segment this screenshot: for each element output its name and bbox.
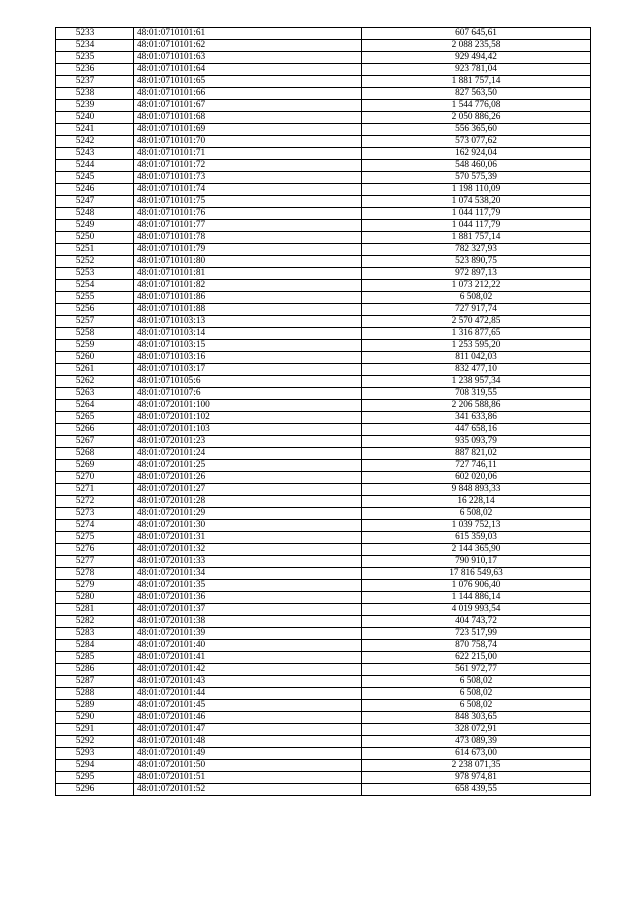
cadastral-value: 870 758,74 [362, 640, 591, 652]
table-row [56, 700, 591, 712]
cadastral-number: 48:01:0720101:41 [134, 652, 362, 664]
cadastral-value: 1 238 957,34 [362, 376, 591, 388]
cadastral-value: 607 645,61 [362, 28, 591, 40]
cadastral-number: 48:01:0710101:74 [134, 184, 362, 196]
row-number: 5273 [56, 508, 134, 520]
cadastral-value: 570 575,39 [362, 172, 591, 184]
row-number: 5295 [56, 772, 134, 784]
cadastral-value: 615 359,03 [362, 532, 591, 544]
row-number: 5286 [56, 664, 134, 676]
row-number: 5266 [56, 424, 134, 436]
cadastral-number: 48:01:0710101:62 [134, 40, 362, 52]
cadastral-value: 4 019 993,54 [362, 604, 591, 616]
row-number: 5287 [56, 676, 134, 688]
cadastral-value: 887 821,02 [362, 448, 591, 460]
row-number: 5253 [56, 268, 134, 280]
cadastral-number: 48:01:0720101:27 [134, 484, 362, 496]
row-number: 5246 [56, 184, 134, 196]
cadastral-value: 723 517,99 [362, 628, 591, 640]
table-row [56, 112, 591, 124]
cadastral-value: 727 917,74 [362, 304, 591, 316]
cadastral-number: 48:01:0720101:25 [134, 460, 362, 472]
cadastral-number: 48:01:0710103:14 [134, 328, 362, 340]
table-row [56, 712, 591, 724]
row-number: 5271 [56, 484, 134, 496]
row-number: 5283 [56, 628, 134, 640]
cadastral-number: 48:01:0710101:76 [134, 208, 362, 220]
table-row [56, 256, 591, 268]
table-row [56, 436, 591, 448]
row-number: 5259 [56, 340, 134, 352]
cadastral-value: 2 088 235,58 [362, 40, 591, 52]
table-row [56, 268, 591, 280]
row-number: 5235 [56, 52, 134, 64]
cadastral-value: 602 020,06 [362, 472, 591, 484]
table-row [56, 220, 591, 232]
cadastral-number: 48:01:0720101:48 [134, 736, 362, 748]
cadastral-value: 1 044 117,79 [362, 220, 591, 232]
cadastral-number: 48:01:0710101:78 [134, 232, 362, 244]
row-number: 5276 [56, 544, 134, 556]
table-row [56, 460, 591, 472]
row-number: 5260 [56, 352, 134, 364]
cadastral-value: 2 238 071,35 [362, 760, 591, 772]
cadastral-value: 972 897,13 [362, 268, 591, 280]
cadastral-value: 811 042,03 [362, 352, 591, 364]
cadastral-value: 17 816 549,63 [362, 568, 591, 580]
cadastral-value: 548 460,06 [362, 160, 591, 172]
cadastral-value: 1 544 776,08 [362, 100, 591, 112]
cadastral-number: 48:01:0720101:103 [134, 424, 362, 436]
cadastral-value: 16 228,14 [362, 496, 591, 508]
table-row [56, 388, 591, 400]
row-number: 5248 [56, 208, 134, 220]
cadastral-value: 923 781,04 [362, 64, 591, 76]
table-row [56, 136, 591, 148]
table-row [56, 148, 591, 160]
table-row [56, 652, 591, 664]
cadastral-value: 790 910,17 [362, 556, 591, 568]
row-number: 5274 [56, 520, 134, 532]
table-row [56, 784, 591, 796]
cadastral-value: 1 073 212,22 [362, 280, 591, 292]
cadastral-value: 404 743,72 [362, 616, 591, 628]
cadastral-value: 614 673,00 [362, 748, 591, 760]
cadastral-number: 48:01:0720101:42 [134, 664, 362, 676]
table-row [56, 520, 591, 532]
cadastral-number: 48:01:0720101:36 [134, 592, 362, 604]
cadastral-value: 848 303,65 [362, 712, 591, 724]
cadastral-value: 1 144 886,14 [362, 592, 591, 604]
table-row [56, 724, 591, 736]
cadastral-value: 708 319,55 [362, 388, 591, 400]
cadastral-number: 48:01:0720101:45 [134, 700, 362, 712]
row-number: 5288 [56, 688, 134, 700]
cadastral-value: 6 508,02 [362, 700, 591, 712]
row-number: 5282 [56, 616, 134, 628]
cadastral-number: 48:01:0710103:13 [134, 316, 362, 328]
cadastral-value: 473 089,39 [362, 736, 591, 748]
cadastral-value: 832 477,10 [362, 364, 591, 376]
cadastral-number: 48:01:0710101:75 [134, 196, 362, 208]
row-number: 5250 [56, 232, 134, 244]
cadastral-number: 48:01:0710103:16 [134, 352, 362, 364]
cadastral-value: 1 044 117,79 [362, 208, 591, 220]
cadastral-number: 48:01:0710101:68 [134, 112, 362, 124]
row-number: 5240 [56, 112, 134, 124]
cadastral-number: 48:01:0720101:39 [134, 628, 362, 640]
cadastral-value: 622 215,00 [362, 652, 591, 664]
cadastral-value: 1 316 877,65 [362, 328, 591, 340]
cadastral-number: 48:01:0710101:80 [134, 256, 362, 268]
cadastral-value: 727 746,11 [362, 460, 591, 472]
cadastral-number: 48:01:0720101:50 [134, 760, 362, 772]
row-number: 5284 [56, 640, 134, 652]
table-row [56, 208, 591, 220]
cadastral-number: 48:01:0720101:51 [134, 772, 362, 784]
row-number: 5247 [56, 196, 134, 208]
table-row [56, 736, 591, 748]
table-row [56, 292, 591, 304]
row-number: 5264 [56, 400, 134, 412]
table-row [56, 664, 591, 676]
cadastral-number: 48:01:0710103:17 [134, 364, 362, 376]
cadastral-number: 48:01:0720101:102 [134, 412, 362, 424]
cadastral-value: 929 494,42 [362, 52, 591, 64]
cadastral-number: 48:01:0720101:31 [134, 532, 362, 544]
table-row [56, 604, 591, 616]
row-number: 5255 [56, 292, 134, 304]
row-number: 5265 [56, 412, 134, 424]
table-row [56, 88, 591, 100]
cadastral-number: 48:01:0710101:67 [134, 100, 362, 112]
cadastral-value: 341 633,86 [362, 412, 591, 424]
table-row [56, 508, 591, 520]
table-row [56, 544, 591, 556]
row-number: 5292 [56, 736, 134, 748]
table-row [56, 676, 591, 688]
cadastral-number: 48:01:0720101:23 [134, 436, 362, 448]
table-row [56, 472, 591, 484]
row-number: 5270 [56, 472, 134, 484]
table-row [56, 160, 591, 172]
row-number: 5243 [56, 148, 134, 160]
table-row [56, 448, 591, 460]
table-body [56, 28, 591, 796]
row-number: 5296 [56, 784, 134, 796]
cadastral-number: 48:01:0720101:49 [134, 748, 362, 760]
table-row [56, 172, 591, 184]
table-row [56, 748, 591, 760]
cadastral-number: 48:01:0720101:40 [134, 640, 362, 652]
cadastral-value-table [55, 27, 591, 796]
table-row [56, 772, 591, 784]
row-number: 5272 [56, 496, 134, 508]
row-number: 5279 [56, 580, 134, 592]
cadastral-number: 48:01:0710101:88 [134, 304, 362, 316]
cadastral-number: 48:01:0720101:43 [134, 676, 362, 688]
table-row [56, 244, 591, 256]
table-row [56, 304, 591, 316]
table-row [56, 328, 591, 340]
cadastral-value: 447 658,16 [362, 424, 591, 436]
cadastral-number: 48:01:0720101:44 [134, 688, 362, 700]
cadastral-number: 48:01:0720101:24 [134, 448, 362, 460]
cadastral-number: 48:01:0720101:32 [134, 544, 362, 556]
cadastral-value: 6 508,02 [362, 688, 591, 700]
row-number: 5257 [56, 316, 134, 328]
cadastral-value: 6 508,02 [362, 292, 591, 304]
cadastral-number: 48:01:0710101:81 [134, 268, 362, 280]
cadastral-value: 978 974,81 [362, 772, 591, 784]
table-row [56, 196, 591, 208]
cadastral-value: 2 144 365,90 [362, 544, 591, 556]
row-number: 5281 [56, 604, 134, 616]
table-row [56, 316, 591, 328]
cadastral-value: 1 881 757,14 [362, 232, 591, 244]
row-number: 5252 [56, 256, 134, 268]
cadastral-number: 48:01:0720101:26 [134, 472, 362, 484]
cadastral-number: 48:01:0720101:28 [134, 496, 362, 508]
table-row [56, 52, 591, 64]
cadastral-value: 827 563,50 [362, 88, 591, 100]
cadastral-value: 1 039 752,13 [362, 520, 591, 532]
table-row [56, 580, 591, 592]
row-number: 5278 [56, 568, 134, 580]
table-row [56, 412, 591, 424]
row-number: 5238 [56, 88, 134, 100]
row-number: 5249 [56, 220, 134, 232]
cadastral-number: 48:01:0720101:38 [134, 616, 362, 628]
row-number: 5258 [56, 328, 134, 340]
cadastral-number: 48:01:0710101:73 [134, 172, 362, 184]
cadastral-number: 48:01:0720101:30 [134, 520, 362, 532]
table-row [56, 64, 591, 76]
table-row [56, 400, 591, 412]
cadastral-number: 48:01:0710101:65 [134, 76, 362, 88]
row-number: 5285 [56, 652, 134, 664]
row-number: 5275 [56, 532, 134, 544]
cadastral-value: 1 074 538,20 [362, 196, 591, 208]
cadastral-number: 48:01:0710101:71 [134, 148, 362, 160]
row-number: 5262 [56, 376, 134, 388]
cadastral-value: 782 327,93 [362, 244, 591, 256]
row-number: 5256 [56, 304, 134, 316]
cadastral-number: 48:01:0710101:72 [134, 160, 362, 172]
cadastral-number: 48:01:0720101:35 [134, 580, 362, 592]
table-row [56, 640, 591, 652]
table-row [56, 628, 591, 640]
cadastral-value: 573 077,62 [362, 136, 591, 148]
row-number: 5251 [56, 244, 134, 256]
table-row [56, 352, 591, 364]
cadastral-value: 1 076 906,40 [362, 580, 591, 592]
cadastral-number: 48:01:0710105:6 [134, 376, 362, 388]
row-number: 5233 [56, 28, 134, 40]
cadastral-number: 48:01:0720101:37 [134, 604, 362, 616]
row-number: 5290 [56, 712, 134, 724]
row-number: 5291 [56, 724, 134, 736]
table-row [56, 280, 591, 292]
row-number: 5293 [56, 748, 134, 760]
table-row [56, 556, 591, 568]
cadastral-number: 48:01:0710107:6 [134, 388, 362, 400]
row-number: 5277 [56, 556, 134, 568]
row-number: 5254 [56, 280, 134, 292]
cadastral-number: 48:01:0710101:69 [134, 124, 362, 136]
cadastral-value: 2 570 472,85 [362, 316, 591, 328]
table-row [56, 616, 591, 628]
row-number: 5263 [56, 388, 134, 400]
table-row [56, 184, 591, 196]
cadastral-value: 561 972,77 [362, 664, 591, 676]
table-row [56, 100, 591, 112]
row-number: 5244 [56, 160, 134, 172]
cadastral-number: 48:01:0720101:47 [134, 724, 362, 736]
table-row [56, 40, 591, 52]
cadastral-number: 48:01:0710101:63 [134, 52, 362, 64]
table-row [56, 76, 591, 88]
cadastral-value: 6 508,02 [362, 676, 591, 688]
cadastral-value: 162 924,04 [362, 148, 591, 160]
cadastral-value: 523 890,75 [362, 256, 591, 268]
cadastral-value: 9 848 893,33 [362, 484, 591, 496]
table-row [56, 364, 591, 376]
row-number: 5237 [56, 76, 134, 88]
cadastral-value: 1 198 110,09 [362, 184, 591, 196]
row-number: 5236 [56, 64, 134, 76]
cadastral-number: 48:01:0720101:33 [134, 556, 362, 568]
table-row [56, 592, 591, 604]
cadastral-number: 48:01:0710101:66 [134, 88, 362, 100]
table-row [56, 28, 591, 40]
row-number: 5268 [56, 448, 134, 460]
cadastral-value: 2 050 886,26 [362, 112, 591, 124]
cadastral-value: 2 206 588,86 [362, 400, 591, 412]
row-number: 5241 [56, 124, 134, 136]
table-row [56, 232, 591, 244]
row-number: 5242 [56, 136, 134, 148]
row-number: 5234 [56, 40, 134, 52]
cadastral-value: 1 253 595,20 [362, 340, 591, 352]
cadastral-value: 328 072,91 [362, 724, 591, 736]
cadastral-number: 48:01:0710101:79 [134, 244, 362, 256]
table-row [56, 532, 591, 544]
cadastral-value: 1 881 757,14 [362, 76, 591, 88]
table-row [56, 340, 591, 352]
cadastral-value: 658 439,55 [362, 784, 591, 796]
cadastral-number: 48:01:0710101:64 [134, 64, 362, 76]
cadastral-number: 48:01:0710101:82 [134, 280, 362, 292]
row-number: 5280 [56, 592, 134, 604]
cadastral-number: 48:01:0710103:15 [134, 340, 362, 352]
row-number: 5289 [56, 700, 134, 712]
cadastral-number: 48:01:0710101:86 [134, 292, 362, 304]
cadastral-value: 556 365,60 [362, 124, 591, 136]
cadastral-number: 48:01:0710101:77 [134, 220, 362, 232]
cadastral-number: 48:01:0720101:100 [134, 400, 362, 412]
table-row [56, 124, 591, 136]
cadastral-number: 48:01:0720101:34 [134, 568, 362, 580]
row-number: 5269 [56, 460, 134, 472]
cadastral-number: 48:01:0720101:46 [134, 712, 362, 724]
cadastral-number: 48:01:0710101:70 [134, 136, 362, 148]
table-row [56, 484, 591, 496]
cadastral-number: 48:01:0720101:52 [134, 784, 362, 796]
table-row [56, 496, 591, 508]
cadastral-value: 935 093,79 [362, 436, 591, 448]
row-number: 5245 [56, 172, 134, 184]
cadastral-number: 48:01:0710101:61 [134, 28, 362, 40]
table-row [56, 424, 591, 436]
row-number: 5261 [56, 364, 134, 376]
cadastral-value: 6 508,02 [362, 508, 591, 520]
table-row [56, 568, 591, 580]
table-row [56, 760, 591, 772]
row-number: 5294 [56, 760, 134, 772]
table-row [56, 376, 591, 388]
table-row [56, 688, 591, 700]
row-number: 5239 [56, 100, 134, 112]
row-number: 5267 [56, 436, 134, 448]
cadastral-number: 48:01:0720101:29 [134, 508, 362, 520]
